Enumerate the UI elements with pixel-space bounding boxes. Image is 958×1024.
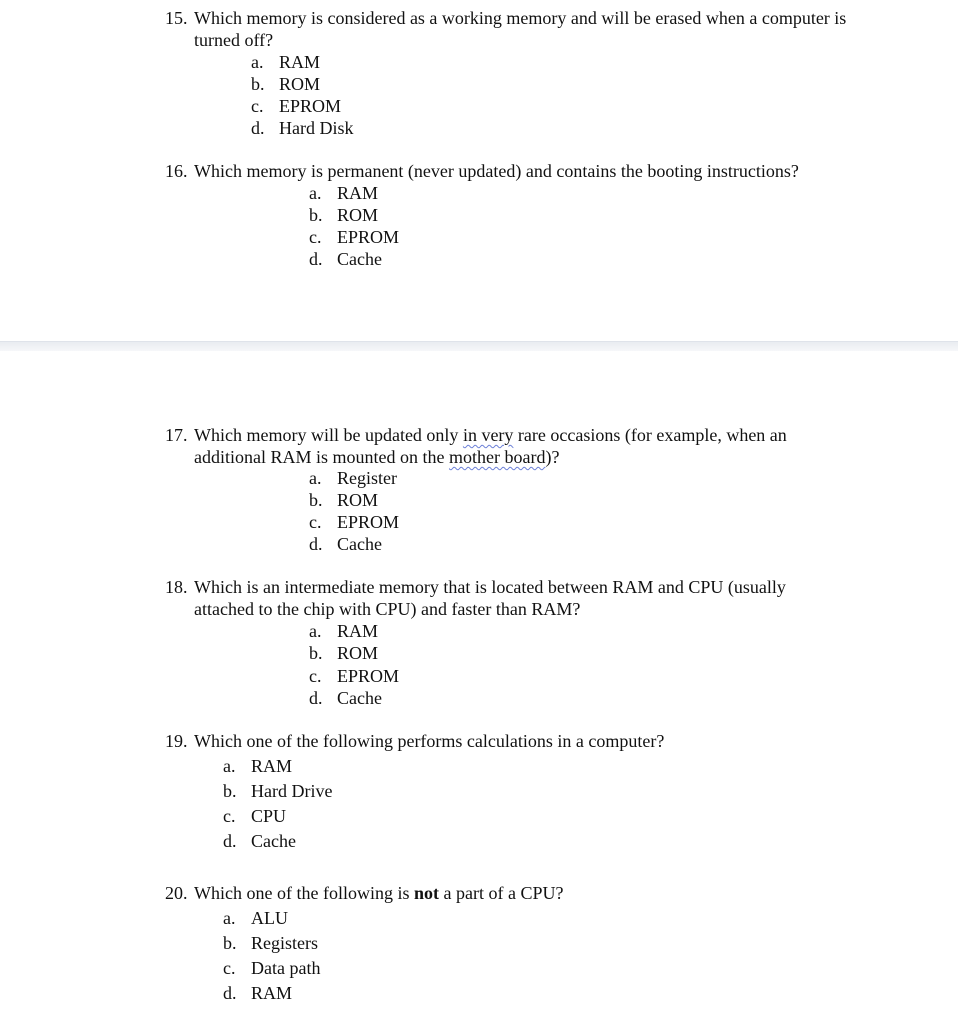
question-text: Which memory will be updated only	[194, 425, 463, 445]
option-letter: b.	[251, 74, 265, 94]
option-letter: d.	[251, 118, 265, 138]
question-text: a part of a CPU?	[438, 883, 564, 903]
option-letter: c.	[309, 227, 322, 247]
option-text: EPROM	[337, 666, 400, 686]
option-b	[223, 780, 332, 802]
option-c	[223, 957, 320, 979]
spellcheck-underlined-text: in very	[462, 425, 514, 445]
option-letter: a.	[309, 621, 322, 641]
question-16	[165, 160, 799, 182]
question-number: 19.	[165, 731, 188, 751]
page-break	[0, 341, 958, 351]
question-number: 18.	[165, 577, 188, 597]
option-letter: d.	[309, 249, 323, 269]
option-text: ROM	[337, 205, 379, 225]
question-number: 16.	[165, 161, 188, 181]
question-text-continued: turned off?	[194, 30, 274, 50]
option-text: RAM	[251, 756, 293, 776]
option-b	[309, 642, 378, 664]
option-d	[309, 248, 382, 270]
option-a	[251, 51, 320, 73]
option-d	[309, 533, 382, 555]
option-b	[223, 932, 318, 954]
question-text: Which one of the following performs calculations in a computer?	[194, 731, 665, 751]
option-c	[309, 226, 399, 248]
option-text: RAM	[279, 52, 321, 72]
option-c	[223, 805, 286, 827]
option-text: Registers	[251, 933, 318, 953]
question-text-continued	[165, 446, 787, 468]
option-text: RAM	[251, 983, 293, 1003]
emphasized-word: not	[413, 883, 439, 903]
question-text-continued: attached to the chip with CPU) and faster than RAM?	[194, 599, 581, 619]
question-text: rare occasions (for example, when an	[513, 425, 787, 445]
question-number: 15.	[165, 8, 188, 28]
option-letter: b.	[309, 643, 323, 663]
question-text: Which memory is permanent (never updated) and contains the booting instructions?	[194, 161, 799, 181]
question-text: )?	[545, 447, 560, 467]
option-text: CPU	[251, 806, 287, 826]
option-a	[309, 620, 378, 642]
question-text: additional RAM is mounted on the	[194, 447, 449, 467]
option-text: Data path	[251, 958, 321, 978]
option-text: EPROM	[337, 512, 400, 532]
option-text: ALU	[251, 908, 288, 928]
option-letter: b.	[309, 205, 323, 225]
option-text: Cache	[337, 534, 382, 554]
option-letter: c.	[309, 512, 322, 532]
question-number: 20.	[165, 883, 188, 903]
option-text: RAM	[337, 183, 379, 203]
option-text: EPROM	[337, 227, 400, 247]
option-text: EPROM	[279, 96, 342, 116]
option-letter: d.	[309, 688, 323, 708]
option-letter: c.	[309, 666, 322, 686]
option-text: Cache	[251, 831, 296, 851]
option-letter: b.	[309, 490, 323, 510]
option-letter: b.	[223, 781, 237, 801]
option-letter: c.	[223, 806, 236, 826]
option-d	[251, 117, 354, 139]
option-letter: a.	[309, 183, 322, 203]
option-d	[223, 830, 296, 852]
option-letter: d.	[223, 983, 237, 1003]
question-18	[165, 576, 786, 620]
option-text: Cache	[337, 688, 382, 708]
option-d	[223, 982, 292, 1004]
option-letter: a.	[251, 52, 264, 72]
question-text: Which one of the following is	[194, 883, 414, 903]
question-line	[165, 7, 846, 29]
option-c	[309, 665, 399, 687]
option-letter: c.	[223, 958, 236, 978]
spellcheck-underlined-text: mother board	[448, 447, 546, 467]
option-b	[309, 489, 378, 511]
option-a	[309, 467, 397, 489]
question-19	[165, 730, 664, 752]
option-text: RAM	[337, 621, 379, 641]
question-line	[165, 576, 786, 598]
option-text: Register	[337, 468, 397, 488]
question-line	[165, 424, 787, 446]
option-text: ROM	[337, 490, 379, 510]
option-a	[223, 907, 288, 929]
option-a	[223, 755, 292, 777]
option-text: Cache	[337, 249, 382, 269]
option-b	[251, 73, 320, 95]
option-text: ROM	[337, 643, 379, 663]
option-b	[309, 204, 378, 226]
option-letter: d.	[309, 534, 323, 554]
question-text: Which memory is considered as a working memory and will be erased when a computer is	[194, 8, 847, 28]
question-text: Which is an intermediate memory that is located between RAM and CPU (usually	[194, 577, 786, 597]
option-c	[251, 95, 341, 117]
option-letter: b.	[223, 933, 237, 953]
option-letter: c.	[251, 96, 264, 116]
option-text: ROM	[279, 74, 321, 94]
option-letter: d.	[223, 831, 237, 851]
option-c	[309, 511, 399, 533]
option-d	[309, 687, 382, 709]
option-a	[309, 182, 378, 204]
question-20	[165, 882, 563, 904]
option-letter: a.	[309, 468, 322, 488]
option-text: Hard Disk	[279, 118, 354, 138]
question-17	[165, 424, 787, 468]
option-text: Hard Drive	[251, 781, 333, 801]
option-letter: a.	[223, 908, 236, 928]
question-number: 17.	[165, 425, 188, 445]
option-letter: a.	[223, 756, 236, 776]
question-15	[165, 7, 846, 51]
